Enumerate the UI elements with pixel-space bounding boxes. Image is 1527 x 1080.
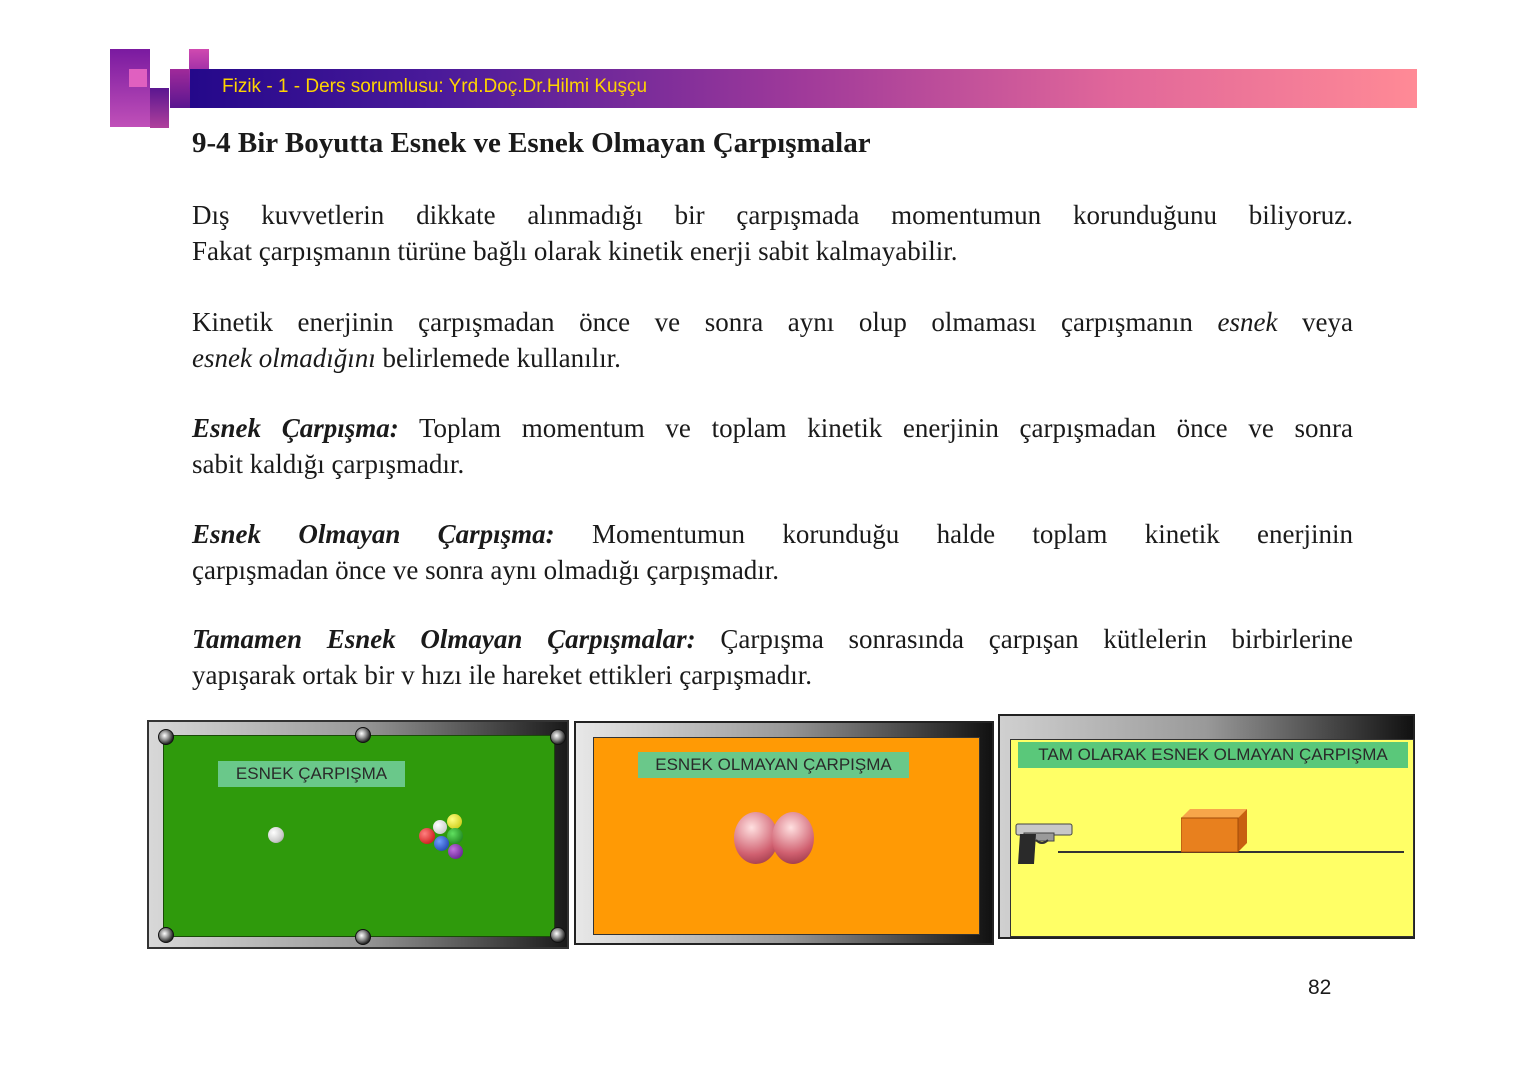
ball-red xyxy=(419,828,435,844)
paragraph-5-text: Çarpışma sonrasında çarpışan kütlelerin birbirlerine xyxy=(720,624,1353,654)
paragraph-2-line-2-text: belirlemede kullanılır. xyxy=(382,343,621,373)
term-esnek-olmayan-carpisma: Esnek Olmayan Çarpışma: xyxy=(192,519,555,549)
paragraph-1-line-2: Fakat çarpışmanın türüne bağlı olarak kinetik enerji sabit kalmayabilir. xyxy=(192,236,958,266)
ball-purple xyxy=(448,844,463,859)
paragraph-4 xyxy=(192,516,1353,588)
paragraph-2-italic-esnek-olmadigini: esnek olmadığını xyxy=(192,343,376,373)
deco-square-3 xyxy=(150,88,169,128)
paragraph-4-text: Momentumun korunduğu halde toplam kinetik enerjinin xyxy=(592,519,1353,549)
paragraph-5 xyxy=(192,621,1353,693)
paragraph-1-line-1: Dış kuvvetlerin dikkate alınmadığı bir çarpışmada momentumun korunduğunu biliyoruz. xyxy=(192,200,1353,230)
ball-green xyxy=(447,828,463,844)
paragraph-4-line-1 xyxy=(192,516,1353,552)
inelastic-collision-label: ESNEK OLMAYAN ÇARPIŞMA xyxy=(638,752,909,778)
paragraph-3-line-2: sabit kaldığı çarpışmadır. xyxy=(192,449,465,479)
perfectly-inelastic-label: TAM OLARAK ESNEK OLMAYAN ÇARPIŞMA xyxy=(1018,742,1408,768)
elastic-collision-label: ESNEK ÇARPIŞMA xyxy=(218,761,405,787)
paragraph-5-line-2: yapışarak ortak bir v hızı ile hareket ettikleri çarpışmadır. xyxy=(192,660,813,690)
term-tamamen-esnek-olmayan: Tamamen Esnek Olmayan Çarpışmalar: xyxy=(192,624,696,654)
inelastic-collision-panel xyxy=(574,721,994,945)
paragraph-2-line-1 xyxy=(192,304,1353,340)
pocket-top-left xyxy=(158,729,174,745)
paragraph-5-line-1 xyxy=(192,621,1353,657)
sphere-right xyxy=(772,812,814,864)
paragraph-4-line-2: çarpışmadan önce ve sonra aynı olmadığı çarpışmadır. xyxy=(192,555,780,585)
paragraph-2 xyxy=(192,304,1353,376)
paragraph-3-line-1 xyxy=(192,410,1353,446)
pocket-bottom-left xyxy=(158,927,174,943)
cue-ball xyxy=(268,827,284,843)
deco-square-4 xyxy=(170,69,190,108)
elastic-collision-panel xyxy=(147,720,569,949)
ball-white xyxy=(433,820,447,834)
paragraph-2-line-2 xyxy=(192,340,1353,376)
pistol-icon xyxy=(1014,820,1076,866)
page-number: 82 xyxy=(1308,976,1332,999)
deco-square-2 xyxy=(129,69,147,87)
paragraph-2-veya: veya xyxy=(1302,307,1354,337)
term-esnek-carpisma: Esnek Çarpışma: xyxy=(192,413,399,443)
pocket-top-right xyxy=(550,729,566,745)
course-header-text: Fizik - 1 - Ders sorumlusu: Yrd.Doç.Dr.Hilmi Kuşçu xyxy=(222,76,648,97)
paragraph-2-italic-esnek: esnek xyxy=(1217,307,1278,337)
ball-blue xyxy=(434,836,449,851)
paragraph-2-text: Kinetik enerjinin çarpışmadan önce ve sonra aynı olup olmaması çarpışmanın xyxy=(192,307,1193,337)
paragraph-3 xyxy=(192,410,1353,482)
deco-square-1 xyxy=(110,49,150,127)
paragraph-3-text: Toplam momentum ve toplam kinetik enerjinin çarpışmadan önce ve sonra xyxy=(418,413,1353,443)
pocket-bottom-right xyxy=(550,927,566,943)
slide-title: 9-4 Bir Boyutta Esnek ve Esnek Olmayan Çarpışmalar xyxy=(192,127,871,159)
pocket-top-middle xyxy=(355,727,371,743)
pocket-bottom-middle xyxy=(355,929,371,945)
perfectly-inelastic-panel xyxy=(998,714,1415,939)
ball-yellow xyxy=(447,814,462,829)
paragraph-1 xyxy=(192,197,1353,269)
wooden-block-icon xyxy=(1181,809,1247,853)
